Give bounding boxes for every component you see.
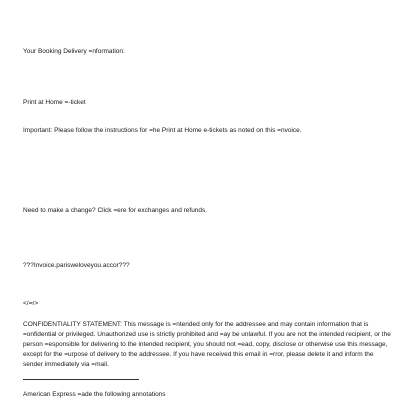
invoice-address-text: ???Invoice.parisweloveyou.accor??? <box>23 262 130 269</box>
amex-annotation-note: American Express =ade the following annotations <box>23 391 166 398</box>
booking-delivery-heading: Your Booking Delivery =nformation: <box>23 48 125 55</box>
confidentiality-statement: CONFIDENTIALITY STATEMENT: This message is =ntended only for the addressee and may contain information that is =onfidential or privileged. Unauthorized use is strictly prohibited and =ay be unlawful. If you are not the intended recipient, or the person =esponsible for delivering to the intended recipient, you should not =ead, copy, disclose or otherwise use this message, except for the =urpose of delivery to the addressee. If you have received this email in =rror, please delete it and inform the sender immediately via =mail. <box>23 321 391 368</box>
important-instructions-text: Important: Please follow the instructions for =he Print at Home e-tickets as noted on this =nvoice. <box>23 127 302 134</box>
closing-tag-text: </=r> <box>23 300 39 307</box>
separator-rule <box>23 379 139 380</box>
change-booking-text: Need to make a change? Click =ere for exchanges and refunds. <box>23 207 208 214</box>
print-at-home-label: Print at Home =-ticket <box>23 99 86 106</box>
